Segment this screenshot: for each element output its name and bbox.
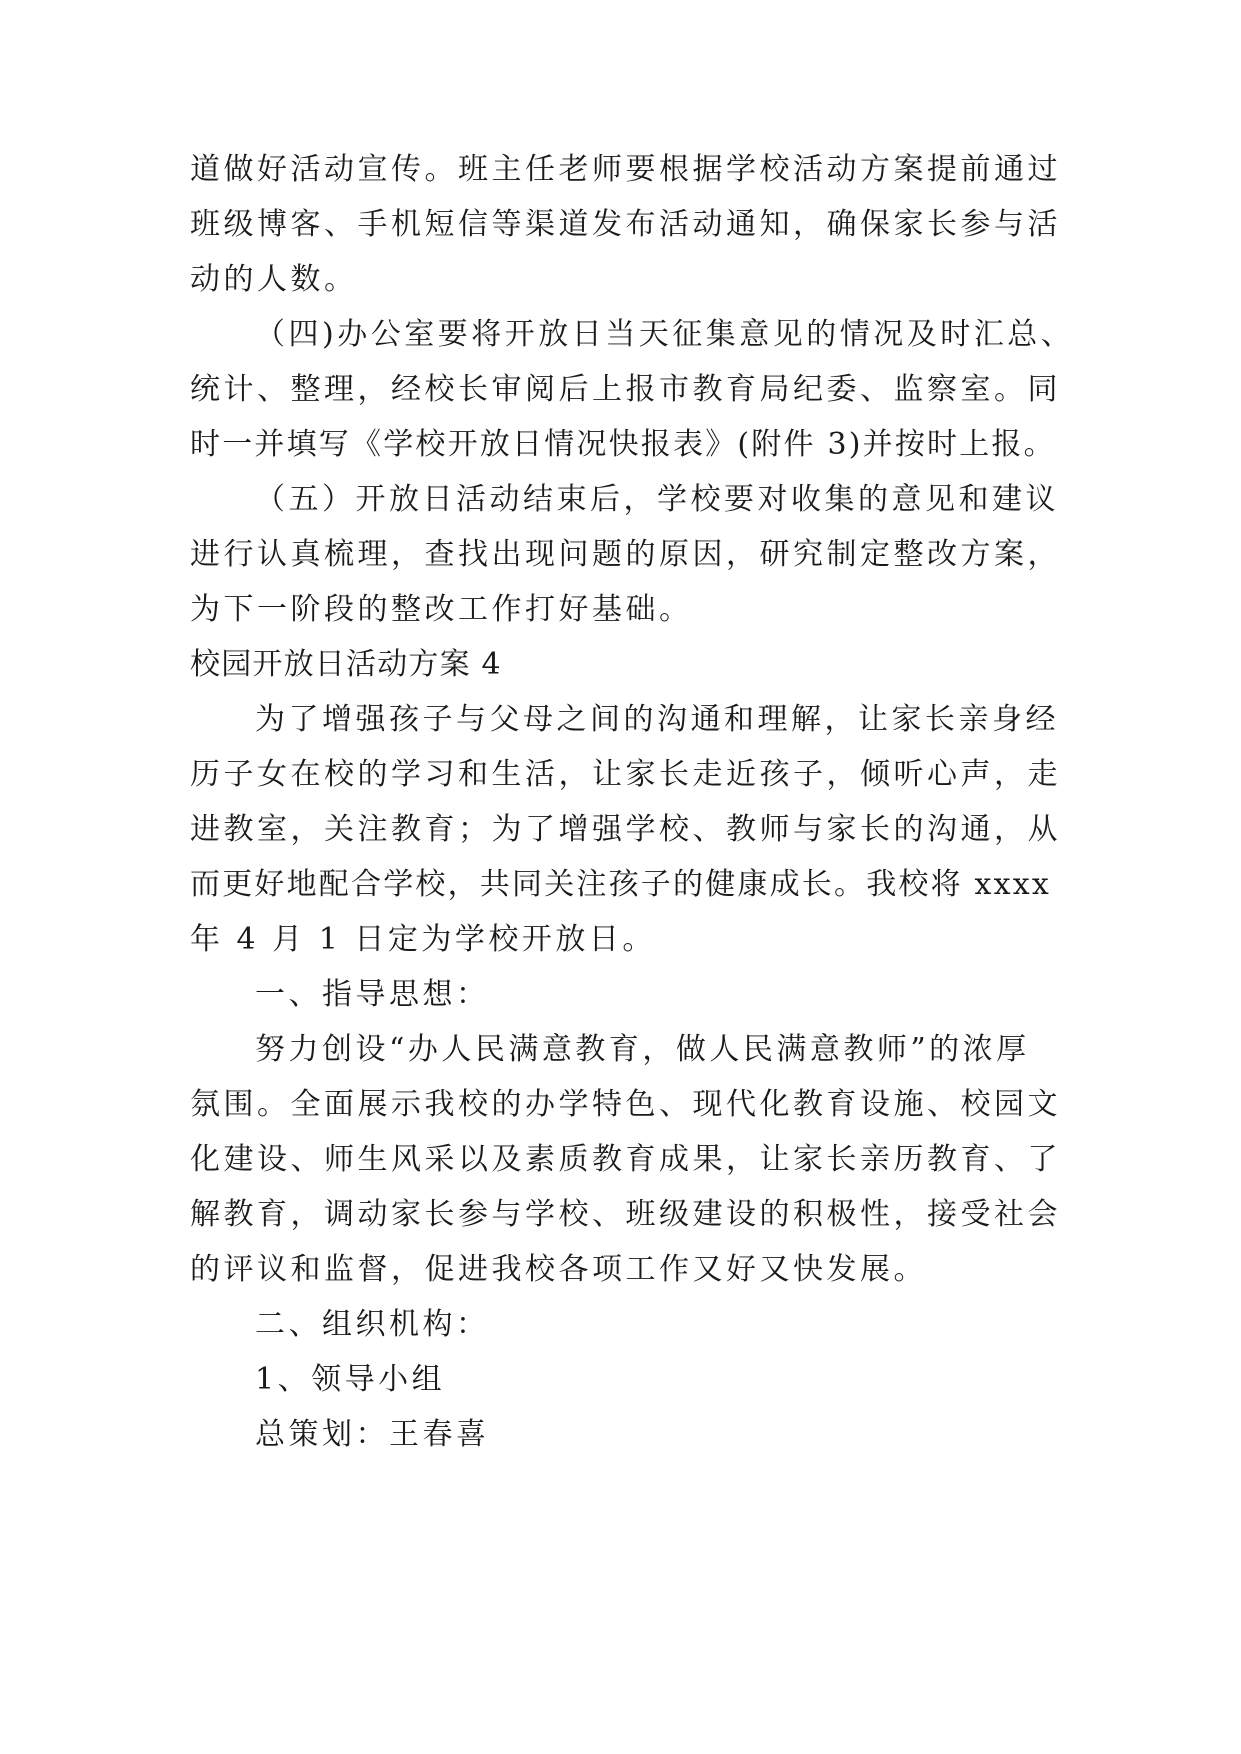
section-title: 校园开放日活动方案 4 [190,647,502,682]
paragraph-line: 为了增强孩子与父母之间的沟通和理解，让家长亲身经 [255,702,1059,737]
paragraph-line: 历子女在校的学习和生活，让家长走近孩子，倾听心声，走 [190,757,1061,792]
paragraph-line: 而更好地配合学校，共同关注孩子的健康成长。我校将 xxxx [190,867,1052,902]
paragraph-line: 解教育，调动家长参与学校、班级建设的积极性，接受社会 [190,1197,1061,1232]
paragraph-line: 班级博客、手机短信等渠道发布活动通知，确保家长参与活 [190,207,1061,242]
section-heading: 二、组织机构： [255,1307,490,1342]
paragraph-line: 努力创设“办人民满意教育，做人民满意教师”的浓厚 [255,1032,1030,1067]
paragraph-line: 动的人数。 [190,262,358,297]
paragraph-line: 道做好活动宣传。班主任老师要根据学校活动方案提前通过 [190,152,1061,187]
paragraph-line: （四)办公室要将开放日当天征集意见的情况及时汇总、 [255,317,1075,352]
paragraph-line: 时一并填写《学校开放日情况快报表》(附件 3)并按时上报。 [190,427,1056,462]
paragraph-line: 进行认真梳理，查找出现问题的原因，研究制定整改方案， [190,537,1061,572]
paragraph-line: 进教室，关注教育；为了增强学校、教师与家长的沟通，从 [190,812,1061,847]
paragraph-line: 氛围。全面展示我校的办学特色、现代化教育设施、校园文 [190,1087,1061,1122]
paragraph-line: 的评议和监督，促进我校各项工作又好又快发展。 [190,1252,927,1287]
paragraph-line: 化建设、师生风采以及素质教育成果，让家长亲历教育、了 [190,1142,1061,1177]
paragraph-line: 总策划：王春喜 [255,1417,490,1452]
paragraph-line: 为下一阶段的整改工作打好基础。 [190,592,693,627]
subsection-heading: 1、领导小组 [255,1362,446,1397]
paragraph-line: 年 4 月 1 日定为学校开放日。 [190,922,656,957]
paragraph-line: 统计、整理，经校长审阅后上报市教育局纪委、监察室。同 [190,372,1061,407]
section-heading: 一、指导思想： [255,977,490,1012]
paragraph-line: （五）开放日活动结束后，学校要对收集的意见和建议 [255,482,1059,517]
